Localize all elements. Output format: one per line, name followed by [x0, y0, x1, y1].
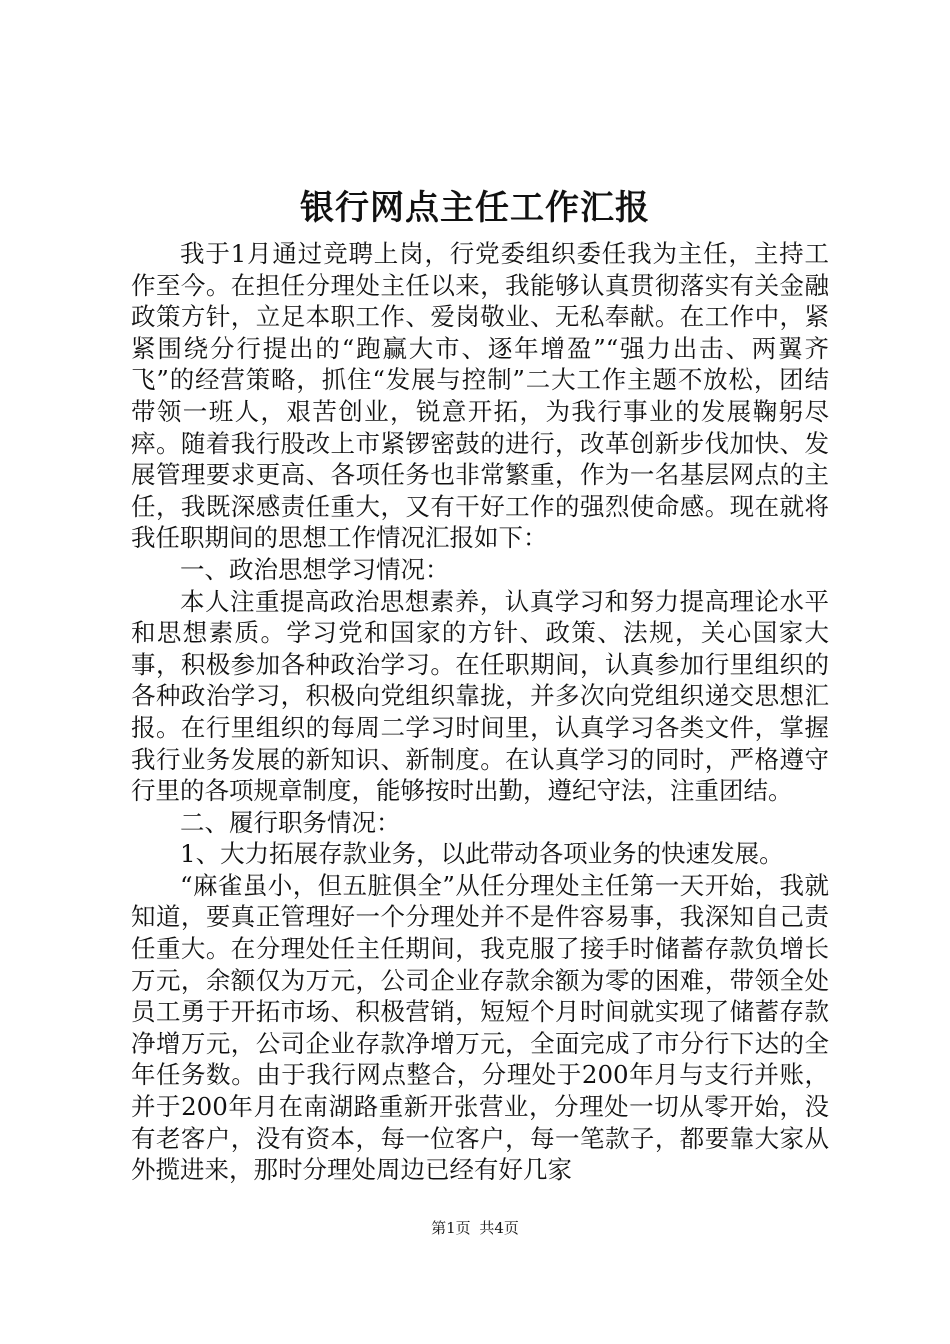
page-number: 第1页: [431, 1219, 471, 1237]
page-total: 共4页: [479, 1219, 519, 1237]
page-footer: [0, 1218, 950, 1238]
section-heading-duties: 二、履行职务情况：: [180, 807, 401, 837]
paragraph-intro: 我于1月通过竞聘上岗，行党委组织委任我为主任，主持工作至今。在担任分理处主任以来，我能够认真贯彻落实有关金融政策方针，立足本职工作、爱岗敬业、无私奉献。在工作中，紧紧围绕分行提出的“跑赢大市、逐年增盈”“强力出击、两翼齐飞”的经营策略，抓住“发展与控制”二大工作主题不放松，团结带领一班人，艰苦创业，锐意开拓，为我行事业的发展鞠躬尽瘁。随着我行股改上市紧锣密鼓的进行，改革创新步伐加快、发展管理要求更高、各项任务也非常繁重，作为一名基层网点的主任，我既深感责任重大，又有干好工作的强烈使命感。现在就将我任职期间的思想工作情况汇报如下：: [131, 239, 829, 553]
document-body: [131, 238, 829, 1186]
subsection-heading-deposits: 1、大力拓展存款业务，以此带动各项业务的快速发展。: [180, 839, 784, 869]
document-title: 银行网点主任工作汇报: [300, 188, 650, 228]
section-heading-political-study: 一、政治思想学习情况：: [180, 554, 450, 584]
paragraph-political-study: 本人注重提高政治思想素养，认真学习和努力提高理论水平和思想素质。学习党和国家的方针、政策、法规，关心国家大事，积极参加各种政治学习。在任职期间，认真参加行里组织的各种政治学习，积极向党组织靠拢，并多次向党组织递交思想汇报。在行里组织的每周二学习时间里，认真学习各类文件，掌握我行业务发展的新知识、新制度。在认真学习的同时，严格遵守行里的各项规章制度，能够按时出勤，遵纪守法，注重团结。: [131, 586, 829, 806]
paragraph-deposits: “麻雀虽小，但五脏俱全”从任分理处主任第一天开始，我就知道，要真正管理好一个分理处并不是件容易事，我深知自己责任重大。在分理处任主任期间，我克服了接手时储蓄存款负增长万元，余额仅为万元，公司企业存款余额为零的困难，带领全处员工勇于开拓市场、积极营销，短短个月时间就实现了储蓄存款净增万元，公司企业存款净增万元，全面完成了市分行下达的全年任务数。由于我行网点整合，分理处于200年月与支行并账，并于200年月在南湖路重新开张营业，分理处一切从零开始，没有老客户，没有资本，每一位客户，每一笔款子，都要靠大家从外揽进来，那时分理处周边已经有好几家: [131, 870, 829, 1185]
